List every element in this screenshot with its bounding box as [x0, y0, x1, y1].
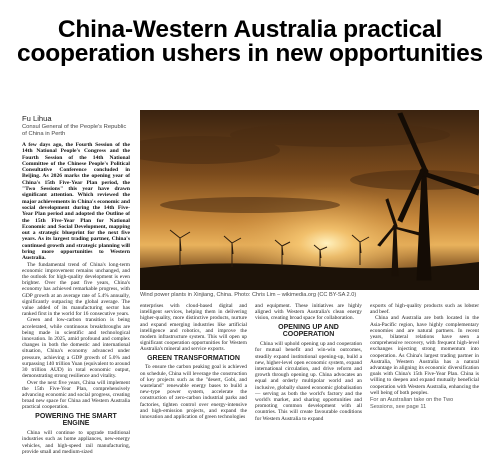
article-column-4	[370, 303, 479, 474]
body-paragraph: China and Australia are both located in the Asia-Pacific region, have highly complementary economies and are natural partners. In recent years, bilateral relations have seen a comprehensive recovery, with frequent high-level exchanges injecting strong momentum into cooperation. As China's largest trading partner in Australia, Western Australia has a natural advantage in aligning its economic diversification goals with China's 15th Five-Year Plan. China is willing to deepen and expand mutually beneficial cooperation with Western Australia, enhancing the well being of both peoples.	[370, 315, 479, 396]
subhead-smart-engine: POWERING THE SMART ENGINE	[35, 412, 117, 428]
body-paragraph: China will uphold opening up and cooperation for mutual benefit and win-win outcomes, steadily expand institutional opening-up, build a new, higher-level open economic system, expand international circulation, and drive reform and growth through opening up. China advocates an equal and orderly multipolar world and an inclusive, globally shared economic globalisation — serving as both the world's factory and the world's market, and sharing opportunities and promoting common development with all countries. This will create favourable conditions for Western Australia to expand	[255, 341, 362, 422]
body-paragraph: To ensure the carbon peaking goal is achieved on schedule, China will leverage the construction of key projects such as the "desert, Gobi, and wasteland" renewable energy bases to build a new-type power system, accelerate the construction of zero-carbon industrial parks and factories, tighten control over energy-intensive and high-emission projects, and expand the innovation and application of green technologies	[140, 364, 247, 421]
subhead-opening-up: OPENING UP AND COOPERATION	[278, 323, 339, 339]
article-column-3	[255, 303, 362, 474]
subhead-green-transformation: GREEN TRANSFORMATION	[147, 354, 240, 362]
body-paragraph: enterprises with cloud-based digital and intelligent services, helping them in delivering higher-quality, more distinctive products, nurture and expand emerging industries like artificial intelligence and robotics, and improve the modern infrastructure system. This will open up significant cooperation opportunities for Western Australia's mineral and service exports.	[140, 303, 247, 353]
author-role: Consul General of the People's Republic of China in Perth	[22, 124, 127, 137]
body-paragraph: China will continue to upgrade traditional industries such as home appliances, new-energy vehicles, and high-speed rail manufacturing, provide small and medium-sized	[22, 430, 130, 455]
body-paragraph: and equipment. These initiatives are highly aligned with Western Australia's clean energy vision, creating broad space for collaboration.	[255, 303, 362, 322]
headline: China-Western Australia practical cooperation ushers in new opportunities	[17, 16, 483, 67]
photo-caption: Wind power plants in Xinjiang, China. Photo: Chris Lim – wikimedia.org (CC BY-SA 2.0)	[140, 292, 357, 298]
body-paragraph: exports of high-quality products such as lobster and beef.	[370, 303, 479, 316]
body-paragraph: Over the next five years, China will implement the 15th Five-Year Plan, comprehensively advancing economic and social progress, creating broad new space for China and Western Australia practical cooperation.	[22, 379, 130, 411]
byline	[22, 114, 130, 138]
body-paragraph: Green and low-carbon transition is being accelerated, while continuous breakthroughs are being made in scientific and technological innovation. In 2025, amid profound and complex changes in both the domestic and international situation, China's economy advanced under pressure, achieving a GDP growth of 5.0% and surpassing 140 trillion Yuan (equivalent to around 30 trillion AUD) in total economic output, demonstrating strong resilience and vitality.	[22, 317, 130, 380]
wind-turbine-sunset-image	[140, 110, 479, 290]
lead-paragraph: A few days ago, the Fourth Session of the 14th National People's Congress and the Fourth Session of the 14th National Committee of the Chinese People's Political Consultative Conference concluded in Beijing. As 2026 marks the opening year of China's 15th Five-Year Plan period, the "Two Sessions" this year have drawn significant attention. Which reviewed the major achievements in China's economic and social development during the 14th Five-Year Plan period and adopted the Outline of the 15th Five-Year Plan for National Economic and Social Development, mapping out a strategic blueprint for the next five years. As its largest trading partner, China's continued growth and strategic planning will bring more opportunities to Western Australia.	[22, 142, 130, 262]
article-column-1	[22, 142, 130, 474]
wind-farm-photo	[140, 110, 479, 290]
author-name: Fu Lihua	[22, 114, 52, 123]
article-column-2	[140, 303, 247, 474]
body-paragraph: The fundamental trend of China's long-term economic improvement remains unchanged, and the outlook for high-quality development is even brighter. Over the past five years, China's economy has achieved remarkable progress, with GDP growth at an average rate of 5.4% annually, significantly outpacing the global average. The value added of its manufacturing sector has ranked first in the world for 16 consecutive years.	[22, 261, 130, 318]
page-reference: For an Australian take on the Two Sessions, see page 11	[370, 397, 454, 410]
